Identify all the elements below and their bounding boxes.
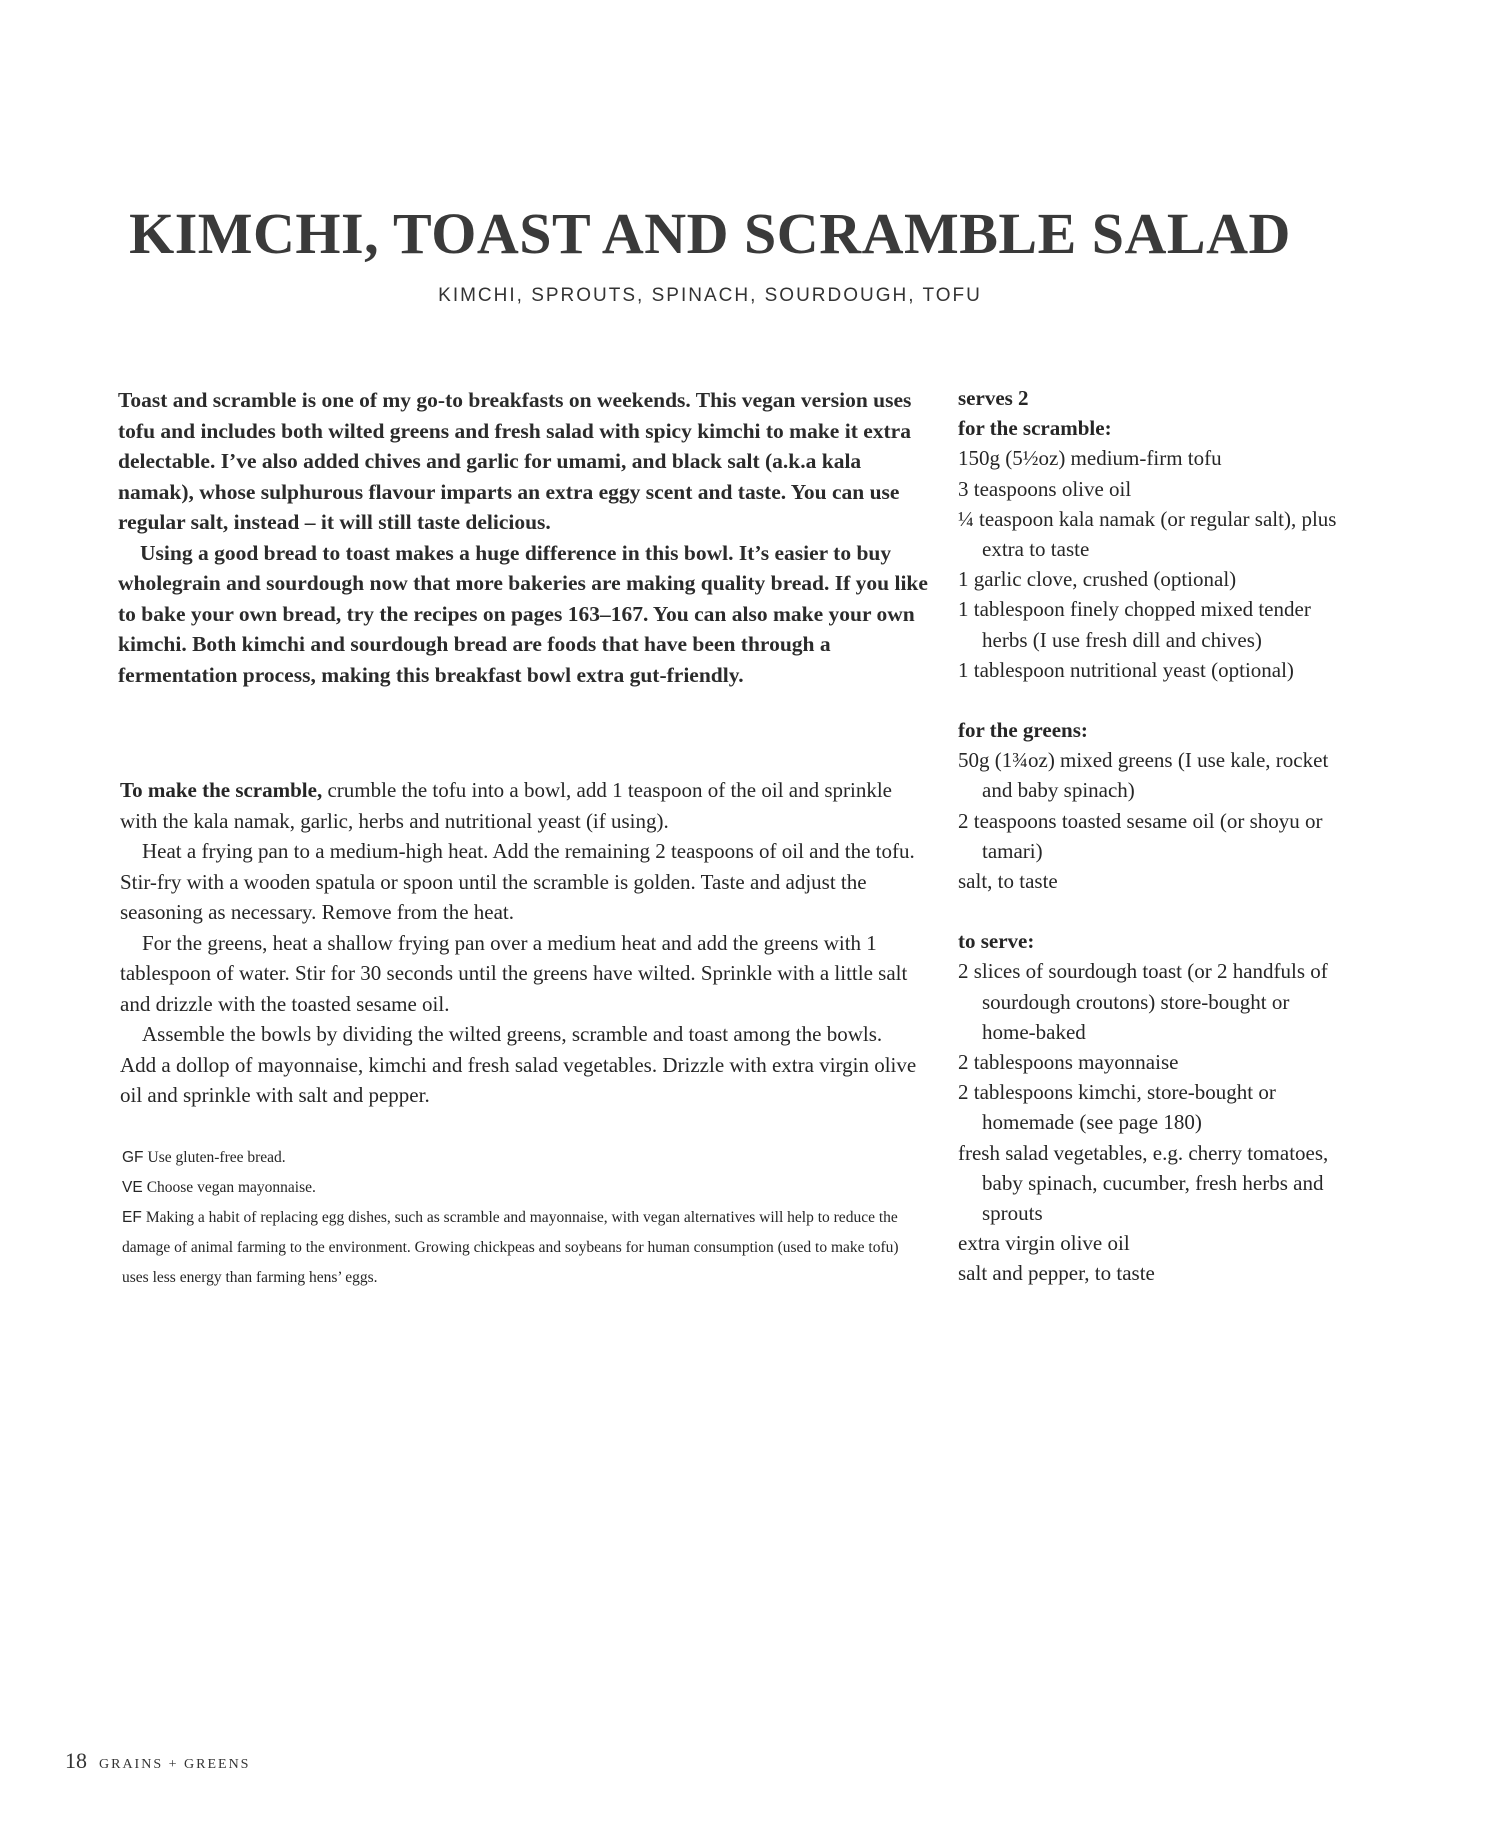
spacer [958,896,1338,926]
ingredient-item: 3 teaspoons olive oil [958,476,1132,501]
ingredient-item: 1 garlic clove, crushed (optional) [958,567,1237,592]
note-ef [122,1203,922,1293]
method-lead: To make the scramble, [120,778,323,802]
note-code: GF [122,1149,144,1166]
spacer [958,685,1338,715]
intro-paragraph: Using a good bread to toast makes a huge difference in this bowl. It’s easier to buy wholegrain and sourdough now that more bakeries are making quality bread. If you like to bake your own bread, try the recipes on pages 163–167. You can also make your own kimchi. Both kimchi and sourdough bread are foods that have been through a fermentation process, making this breakfast bowl extra gut-friendly. [118,540,928,687]
recipe-subtitle: KIMCHI, SPROUTS, SPINACH, SOURDOUGH, TOFU [438,285,982,306]
ingredient-item: salt and pepper, to taste [958,1261,1155,1286]
method-first-step: crumble the tofu into a bowl, add 1 teaspoon of the oil and sprinkle with the kala namak, garlic, herbs and nutritional yeast (if using). [120,778,893,833]
intro-paragraph: Toast and scramble is one of my go-to breakfasts on weekends. This vegan version uses tofu and includes both wilted greens and fresh salad with spicy kimchi to make it extra delectable. I’ve also added chives and garlic for umami, and black salt (a.k.a kala namak), whose sulphurous flavour imparts an extra eggy scent and taste. You can use regular salt, instead – it will still taste delicious. [118,388,912,534]
ingredient-item: 1 tablespoon finely chopped mixed tender herbs (I use fresh dill and chives) [958,597,1311,652]
page-footer [65,1748,250,1774]
ingredient-item: 2 tablespoons mayonnaise [958,1050,1179,1075]
note-code: EF [122,1209,142,1226]
note-text: Making a habit of replacing egg dishes, such as scramble and mayonnaise, with vegan alternatives will help to reduce the damage of animal farming to the environment. Growing chickpeas and soybeans for human consumption (used to make tofu) uses less energy than farming hens’ eggs. [122,1209,899,1286]
note-ve [122,1173,922,1203]
ingredient-item: ¼ teaspoon kala namak (or regular salt), plus extra to taste [958,506,1337,562]
recipe-title: KIMCHI, TOAST AND SCRAMBLE SALAD [129,201,1291,266]
ingredient-item: fresh salad vegetables, e.g. cherry tomatoes, baby spinach, cucumber, fresh herbs and sprouts [958,1140,1329,1226]
scramble-ingredient-list [958,443,1338,685]
greens-ingredient-list [958,745,1338,896]
note-code: VE [122,1179,143,1196]
greens-heading: for the greens: [958,718,1088,743]
ingredient-item: 2 slices of sourdough toast (or 2 handfuls of sourdough croutons) store-bought or home-baked [958,959,1328,1044]
serve-heading: to serve: [958,929,1035,954]
method-text [120,775,920,1111]
ingredient-item: 50g (1¾oz) mixed greens (I use kale, rocket and baby spinach) [958,748,1329,803]
note-text: Choose vegan mayonnaise. [146,1179,316,1196]
intro-text [118,385,928,690]
scramble-heading: for the scramble: [958,416,1112,441]
book-title: GRAINS + GREENS [99,1757,251,1772]
method-paragraph: For the greens, heat a shallow frying pan over a medium heat and add the greens with 1 tablespoon of water. Stir for 30 seconds until the greens have wilted. Sprinkle with a little salt and drizzle with the toasted sesame oil. [120,930,908,1016]
note-text: Use gluten-free bread. [147,1149,286,1166]
ingredient-item: 1 tablespoon nutritional yeast (optional) [958,657,1294,682]
ingredients-column [958,383,1338,1289]
ingredient-item: salt, to taste [958,869,1058,894]
method-paragraph [120,775,920,836]
method-paragraph: Assemble the bowls by dividing the wilted greens, scramble and toast among the bowls. Add a dollop of mayonnaise, kimchi and fresh salad vegetables. Drizzle with extra virgin olive oil and sprinkle with salt and pepper. [120,1022,917,1107]
ingredient-item: extra virgin olive oil [958,1231,1130,1256]
serve-ingredient-list [958,956,1338,1288]
ingredient-item: 2 teaspoons toasted sesame oil (or shoyu or tamari) [958,808,1323,863]
dietary-notes [122,1143,922,1293]
page-number: 18 [65,1748,87,1773]
ingredient-item: 2 tablespoons kimchi, store-bought or homemade (see page 180) [958,1080,1276,1135]
method-paragraph: Heat a frying pan to a medium-high heat. Add the remaining 2 teaspoons of oil and the tofu. Stir-fry with a wooden spatula or spoon until the scramble is golden. Taste and adjust the seasoning as necessary. Remove from the heat. [120,839,915,924]
ingredient-item: 150g (5½oz) medium-firm tofu [958,446,1222,471]
note-gf [122,1143,922,1173]
serves-heading: serves 2 [958,386,1029,410]
